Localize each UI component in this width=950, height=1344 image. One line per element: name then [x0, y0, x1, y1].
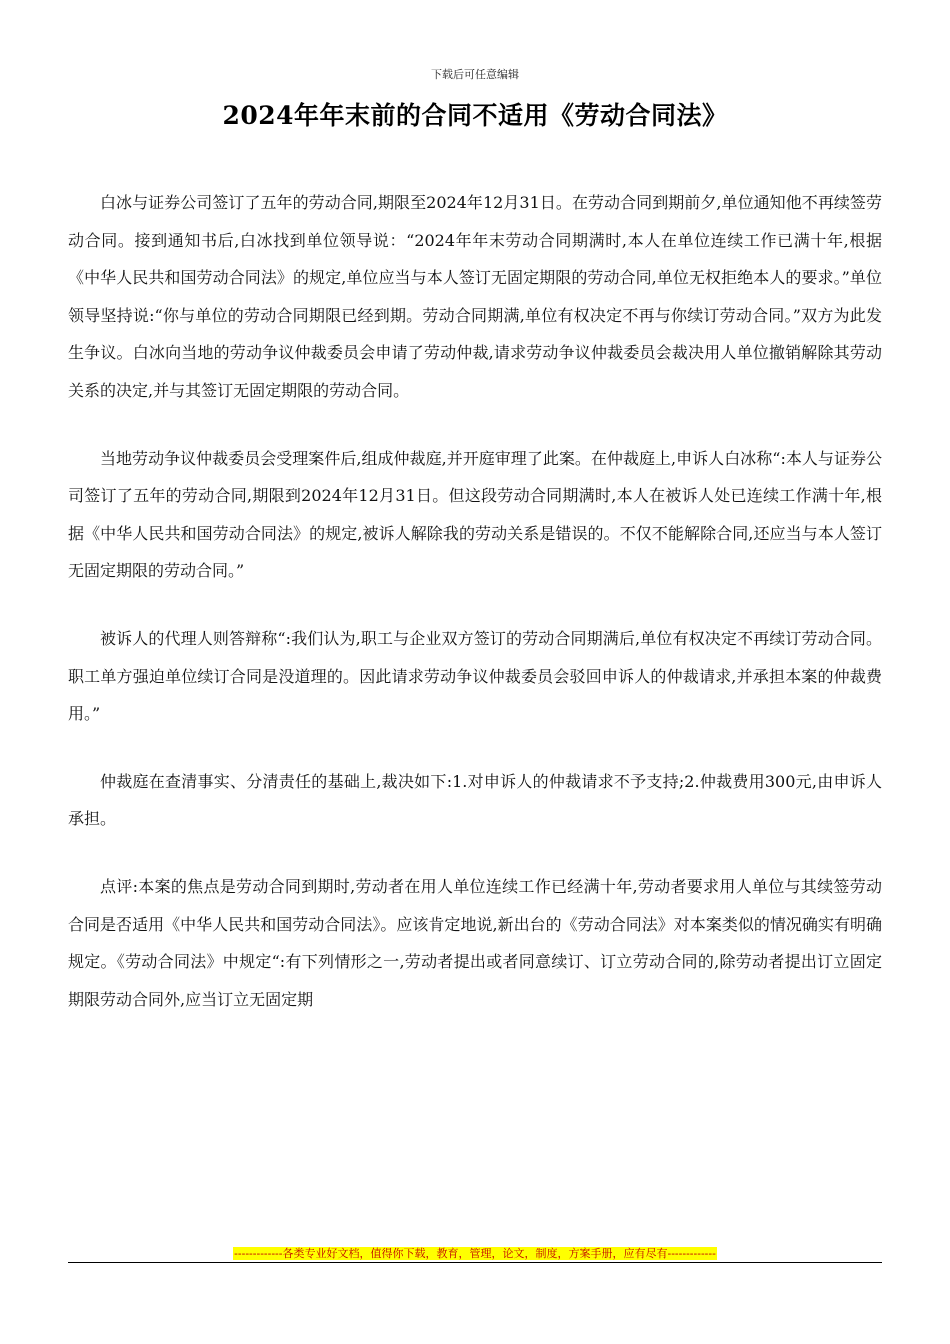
footer-banner: [0, 1242, 950, 1260]
paragraph-3: 被诉人的代理人则答辩称“:我们认为,职工与企业双方签订的劳动合同期满后,单位有权决定不再续订劳动合同。职工单方强迫单位续订合同是没道理的。因此请求劳动争议仲裁委员会驳回申诉人的仲裁请求,并承担本案的仲裁费用。”: [68, 628, 882, 724]
paragraph-2: 当地劳动争议仲裁委员会受理案件后,组成仲裁庭,并开庭审理了此案。在仲裁庭上,申诉人白冰称“:本人与证券公司签订了五年的劳动合同,期限到2024年12月31日。但这段劳动合同期满时,本人在被诉人处已连续工作满十年,根据《中华人民共和国劳动合同法》的规定,被诉人解除我的劳动关系是错误的。不仅不能解除合同,还应当与本人签订无固定期限的劳动合同。”: [68, 448, 882, 581]
header-note: 下载后可任意编辑: [431, 68, 519, 81]
paragraph-5: 点评:本案的焦点是劳动合同到期时,劳动者在用人单位连续工作已经满十年,劳动者要求用人单位与其续签劳动合同是否适用《中华人民共和国劳动合同法》。应该肯定地说,新出台的《劳动合同法》对本案类似的情况确实有明确规定。《劳动合同法》中规定“:有下列情形之一,劳动者提出或者同意续订、订立劳动合同的,除劳动者提出订立固定期限劳动合同外,应当订立无固定期: [68, 876, 882, 1009]
footer-banner-text: -------------各类专业好文档，值得你下载，教育，管理，论文，制度，方案手册，应有尽有-------------: [234, 1247, 716, 1260]
document-title: 2024年年末前的合同不适用《劳动合同法》: [222, 101, 728, 130]
document-body: [68, 184, 882, 1018]
footer-divider: [68, 1262, 882, 1263]
paragraph-4: 仲裁庭在查清事实、分清责任的基础上,裁决如下:1.对申诉人的仲裁请求不予支持;2.仲裁费用300元,由申诉人承担。: [68, 771, 882, 829]
paragraph-1: 白冰与证券公司签订了五年的劳动合同,期限至2024年12月31日。在劳动合同到期前夕,单位通知他不再续签劳动合同。接到通知书后,白冰找到单位领导说：“2024年年末劳动合同期满时,本人在单位连续工作已满十年,根据《中华人民共和国劳动合同法》的规定,单位应当与本人签订无固定期限的劳动合同,单位无权拒绝本人的要求。”单位领导坚持说:“你与单位的劳动合同期限已经到期。劳动合同期满,单位有权决定不再与你续订劳动合同。”双方为此发生争议。白冰向当地的劳动争议仲裁委员会申请了劳动仲裁,请求劳动争议仲裁委员会裁决用人单位撤销解除其劳动关系的决定,并与其签订无固定期限的劳动合同。: [68, 193, 882, 400]
